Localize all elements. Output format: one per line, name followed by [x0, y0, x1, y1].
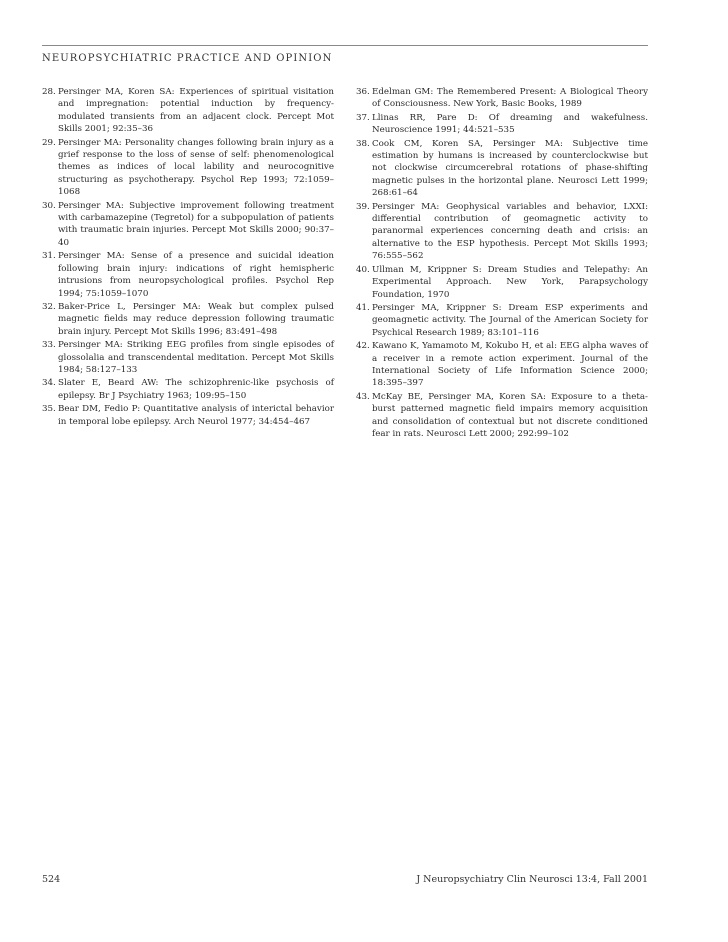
reference-item [356, 264, 648, 301]
reference-text: Persinger MA, Krippner S: Dream ESP experiments and geomagnetic activity. The Journal of the American Society for Psychical Research 1989; 83:101–116 [372, 302, 648, 338]
header-rule [42, 45, 648, 46]
reference-text: Ullman M, Krippner S: Dream Studies and Telepathy: An Experimental Approach. New York, Parapsychology Foundation, 1970 [372, 264, 648, 300]
reference-number: 33. [42, 340, 56, 351]
reference-item [356, 138, 648, 200]
reference-number: 43. [356, 391, 370, 402]
reference-text: Cook CM, Koren SA, Persinger MA: Subjective time estimation by humans is increased by counterclockwise but not clockwise circumcerebral rotations of phase-shifting magnetic pulses in the horizontal plane. Neurosci Lett 1999; 268:61–64 [372, 138, 648, 199]
reference-text: Llinas RR, Pare D: Of dreaming and wakefulness. Neuroscience 1991; 44:521–535 [372, 112, 648, 136]
reference-text: Kawano K, Yamamoto M, Kokubo H, et al: EEG alpha waves of a receiver in a remote action experiment. Journal of the International Society of Life Information Science 2000; 18:395–397 [372, 341, 648, 389]
reference-number: 39. [356, 201, 370, 212]
reference-text: Slater E, Beard AW: The schizophrenic-like psychosis of epilepsy. Br J Psychiatry 1963; 109:95–150 [58, 378, 334, 401]
reference-number: 34. [42, 378, 56, 389]
reference-number: 42. [356, 341, 370, 352]
reference-text: Persinger MA: Sense of a presence and suicidal ideation following brain injury: indications of right hemispheric intrusions from neuropsychological profiles. Psychol Rep 1994; 75:1059–1070 [58, 251, 334, 299]
reference-text: Persinger MA: Subjective improvement following treatment with carbamazepine (Tegretol) for a subpopulation of patients with traumatic brain injuries. Percept Mot Skills 2000; 90:37–40 [58, 200, 334, 248]
reference-text: Persinger MA: Geophysical variables and behavior, LXXI: differential contribution of geomagnetic activity to paranormal experiences concerning death and crisis: an alternative to the ESP hypothesis. Percept Mot Skills 1993; 76:555–562 [372, 201, 648, 262]
reference-item [42, 86, 334, 136]
journal-citation: J Neuropsychiatry Clin Neurosci 13:4, Fall 2001 [416, 874, 648, 885]
reference-text: McKay BE, Persinger MA, Koren SA: Exposure to a theta-burst patterned magnetic field impairs memory acquisition and consolidation of contextual but not discrete conditioned fear in rats. Neurosci Lett 2000; 292:99–102 [372, 391, 648, 439]
reference-number: 29. [42, 137, 56, 148]
reference-number: 30. [42, 200, 56, 211]
reference-item [42, 403, 334, 428]
page-number: 524 [42, 874, 61, 885]
reference-number: 28. [42, 87, 56, 97]
reference-text: Persinger MA: Personality changes following brain injury as a grief response to the loss of sense of self: phenomenological themes as indices of local lability and neurocognitive structuring as psychotherapy. Psychol Rep 1993; 72:1059–1068 [58, 137, 334, 198]
reference-item [356, 340, 648, 390]
reference-item [42, 339, 334, 376]
reference-item [356, 391, 648, 441]
reference-item [356, 302, 648, 339]
reference-item [42, 377, 334, 402]
reference-number: 41. [356, 302, 370, 313]
reference-text: Bear DM, Fedio P: Quantitative analysis of interictal behavior in temporal lobe epilepsy. Arch Neurol 1977; 34:454–467 [58, 404, 334, 427]
reference-text: Edelman GM: The Remembered Present: A Biological Theory of Consciousness. New York, Basic Books, 1989 [372, 87, 648, 110]
reference-item [356, 201, 648, 263]
reference-number: 36. [356, 87, 370, 97]
reference-text: Persinger MA, Koren SA: Experiences of spiritual visitation and impregnation: potential induction by frequency-modulated transients from an adjacent clock. Percept Mot Skills 2001; 92:35–36 [58, 87, 334, 135]
reference-number: 37. [356, 112, 370, 123]
references-right-column [356, 86, 648, 441]
reference-item [356, 112, 648, 137]
references-left-column [42, 86, 334, 429]
reference-number: 35. [42, 404, 56, 415]
reference-item [42, 200, 334, 250]
reference-number: 31. [42, 251, 56, 262]
reference-text: Persinger MA: Striking EEG profiles from single episodes of glossolalia and transcendental meditation. Percept Mot Skills 1984; 58:127–133 [58, 340, 334, 375]
reference-number: 32. [42, 301, 56, 312]
reference-item [42, 301, 334, 338]
running-head: NEUROPSYCHIATRIC PRACTICE AND OPINION [42, 53, 333, 64]
reference-item [42, 250, 334, 300]
reference-text: Baker-Price L, Persinger MA: Weak but complex pulsed magnetic fields may reduce depression following traumatic brain injury. Percept Mot Skills 1996; 83:491–498 [58, 301, 334, 337]
reference-number: 40. [356, 264, 370, 275]
reference-number: 38. [356, 138, 370, 149]
reference-item [356, 86, 648, 111]
reference-item [42, 137, 334, 199]
